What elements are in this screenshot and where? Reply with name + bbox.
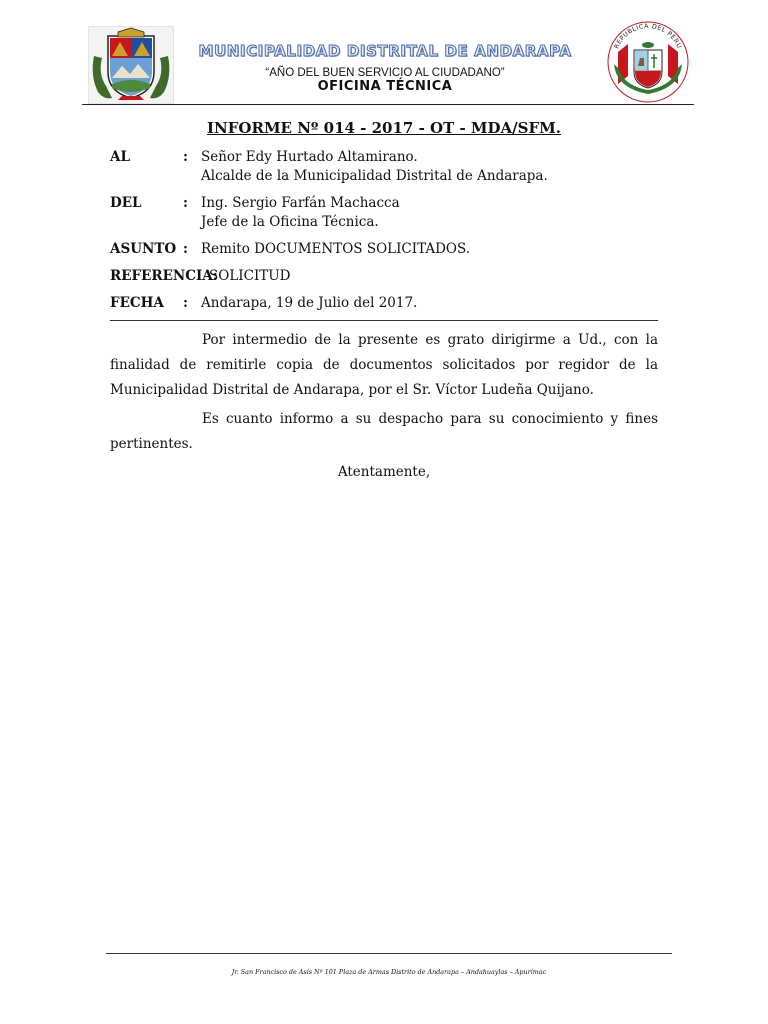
field-colon-fecha: : [183,295,188,311]
footer-divider [106,953,672,954]
peru-coat-of-arms-seal [602,14,694,104]
date-value: Andarapa, 19 de Julio del 2017. [201,295,418,311]
recipient-position: Alcalde de la Municipalidad Distrital de Andarapa. [201,168,548,184]
subject-value: Remito DOCUMENTOS SOLICITADOS. [201,241,471,257]
fields-divider [110,320,658,321]
municipal-crest-logo [88,26,174,104]
office-name: OFICINA TÉCNICA [317,79,453,94]
header-divider [82,104,694,105]
body-paragraph-2: Es cuanto informo a su despacho para su conocimiento y fines pertinentes. [110,411,658,452]
report-title: INFORME Nº 014 - 2017 - OT - MDA/SFM. [207,119,561,137]
recipient-name: Señor Edy Hurtado Altamirano. [201,149,418,165]
year-motto: “AÑO DEL BUEN SERVICIO AL CIUDADANO” [265,67,505,79]
body-paragraph-1: Por intermedio de la presente es grato dirigirme a Ud., con la finalidad de remitirle copia de documentos solicitados por regidor de la Municipalidad Distrital de Andarapa, por el Sr. Víctor Ludeña Quijano. [110,332,658,398]
seal-caption: REPUBLICA DEL PERU [613,22,683,50]
sender-position: Jefe de la Oficina Técnica. [201,214,379,230]
sender-name: Ing. Sergio Farfán Machacca [201,195,400,211]
closing-salutation: Atentamente, [337,464,431,480]
municipality-name: MUNICIPALIDAD DISTRITAL DE ANDARAPA [198,42,572,60]
field-label-al: AL [110,149,130,165]
field-colon-del: : [183,195,188,211]
reference-value: SOLICITUD [209,268,291,284]
field-label-referencia: REFERENCIA: [110,268,218,284]
field-colon-asunto: : [183,241,188,257]
field-label-asunto: ASUNTO [110,241,177,257]
field-colon-al: : [183,149,188,165]
footer-address: Jr. San Francisco de Asís Nº 101 Plaza de Armas Distrito de Andarapa – Andahuaylas – Apurímac [231,968,547,976]
field-label-del: DEL [110,195,142,211]
field-label-fecha: FECHA [110,295,164,311]
